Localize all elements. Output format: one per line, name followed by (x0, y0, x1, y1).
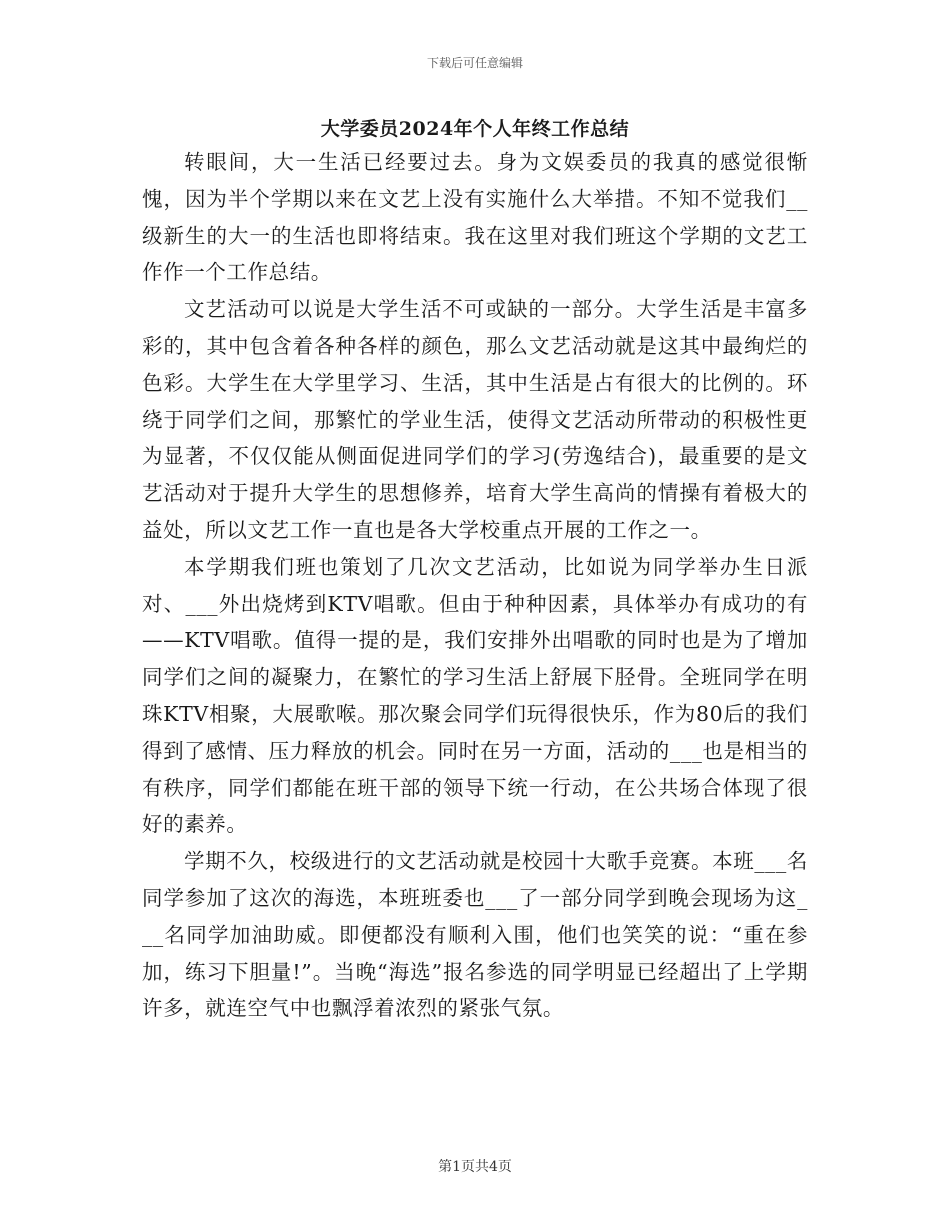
document-body (142, 144, 808, 1027)
paragraph-1: 转眼间，大一生活已经要过去。身为文娱委员的我真的感觉很惭愧，因为半个学期以来在文艺上没有实施什么大举措。不知不觉我们__级新生的大一的生活也即将结束。我在这里对我们班这个学期的文艺工作作一个工作总结。 (142, 150, 808, 285)
paragraph-3: 本学期我们班也策划了几次文艺活动，比如说为同学举办生日派对、___外出烧烤到KTV唱歌。但由于种种因素，具体举办有成功的有——KTV唱歌。值得一提的是，我们安排外出唱歌的同时也是为了增加同学们之间的凝聚力，在繁忙的学习生活上舒展下胫骨。全班同学在明珠KTV相聚，大展歌喉。那次聚会同学们玩得很快乐，作为80后的我们得到了感情、压力释放的机会。同时在另一方面，活动的___也是相当的有秩序，同学们都能在班干部的领导下统一行动，在公共场合体现了很好的素养。 (142, 554, 808, 837)
paragraph-4: 学期不久，校级进行的文艺活动就是校园十大歌手竞赛。本班___名同学参加了这次的海选，本班班委也___了一部分同学到晚会现场为这___名同学加油助威。即便都没有顺利入围，他们也笑笑的说：“重在参加，练习下胆量!”。当晚“海选”报名参选的同学明显已经超出了上学期许多，就连空气中也飘浮着浓烈的紧张气氛。 (142, 849, 808, 1021)
page-header-note: 下载后可任意编辑 (426, 56, 523, 70)
page-number: 第1页共4页 (438, 1159, 512, 1175)
document-title: 大学委员2024年个人年终工作总结 (320, 118, 630, 140)
paragraph-2: 文艺活动可以说是大学生活不可或缺的一部分。大学生活是丰富多彩的，其中包含着各种各样的颜色，那么文艺活动就是这其中最绚烂的色彩。大学生在大学里学习、生活，其中生活是占有很大的比例的。环绕于同学们之间，那繁忙的学业生活，使得文艺活动所带动的积极性更为显著，不仅仅能从侧面促进同学们的学习(劳逸结合)，最重要的是文艺活动对于提升大学生的思想修养，培育大学生高尚的情操有着极大的益处，所以文艺工作一直也是各大学校重点开展的工作之一。 (142, 297, 808, 542)
